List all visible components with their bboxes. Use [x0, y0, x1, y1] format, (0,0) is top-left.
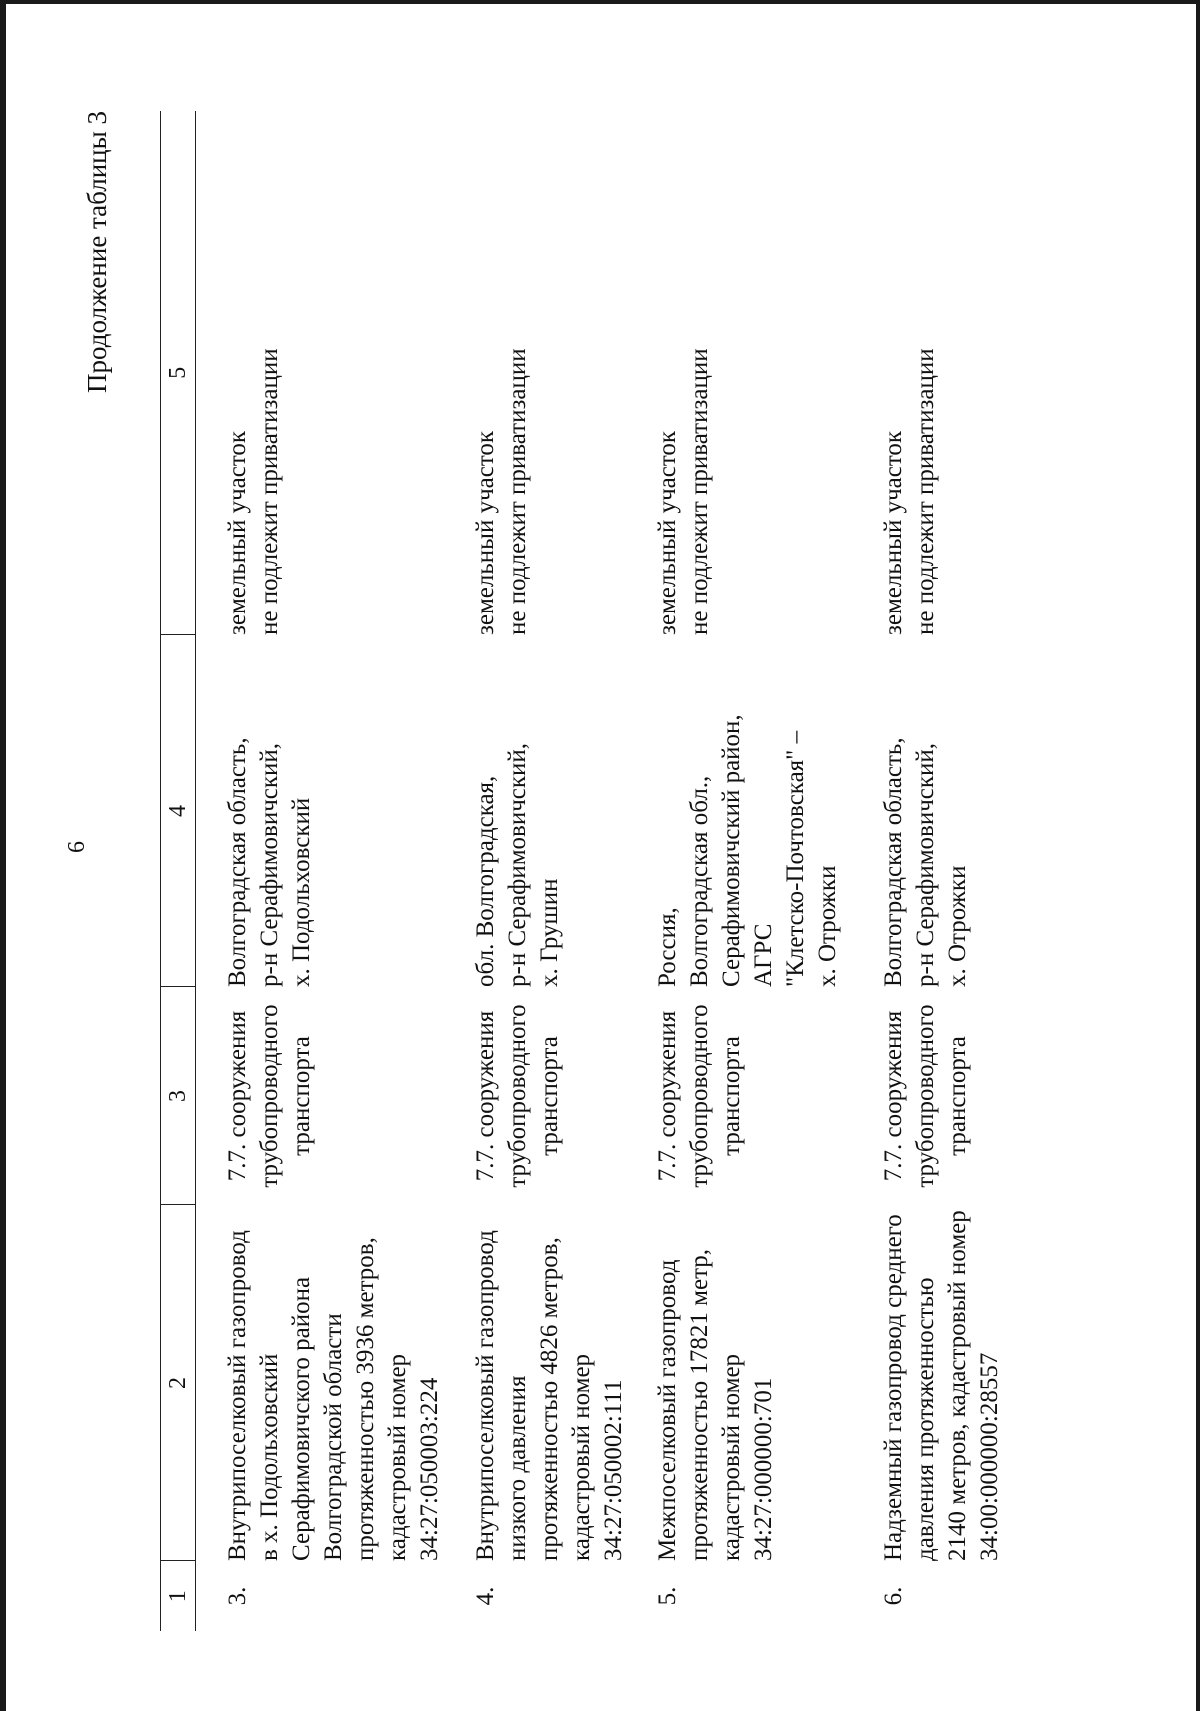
object-name	[632, 1205, 864, 1561]
column-header-3: 3	[161, 987, 196, 1205]
status-line: не подлежит приватизации	[504, 348, 531, 635]
object-name-line: протяженностью 17821 метр,	[686, 1248, 713, 1561]
table-row	[632, 111, 864, 1631]
status-line: не подлежит приватизации	[686, 348, 713, 635]
object-name	[196, 1205, 451, 1561]
object-name	[450, 1205, 632, 1561]
object-name-line: протяженностью 3936 метров,	[352, 1237, 379, 1561]
location-address	[196, 635, 451, 987]
object-name-line: Внутрипоселковый газопровод	[224, 1230, 251, 1561]
land-plots-table	[160, 111, 1006, 1631]
privatization-status	[450, 111, 632, 635]
address-line: р-н Серафимовичский,	[912, 742, 939, 987]
address-line: р-н Серафимовичский,	[256, 742, 283, 987]
object-name-line: 34:00:000000:28557	[976, 1352, 1003, 1561]
permitted-use-line: транспорта	[718, 1036, 745, 1156]
address-line: Серафимовичский район,	[718, 714, 745, 987]
permitted-use-line: трубопроводного	[256, 1004, 283, 1188]
status-line: не подлежит приватизации	[912, 348, 939, 635]
permitted-use-line: трубопроводного	[912, 1004, 939, 1188]
address-line: х. Грушин	[536, 878, 563, 987]
permitted-use-line: транспорта	[944, 1036, 971, 1156]
address-line: обл. Волгоградская,	[472, 775, 499, 987]
object-name	[864, 1205, 1006, 1561]
address-line: Волгоградская обл.,	[686, 775, 713, 987]
status-line: земельный участок	[880, 430, 907, 635]
object-name-line: протяженностью 4826 метров,	[536, 1237, 563, 1561]
permitted-use	[450, 987, 632, 1205]
address-line: Волгоградская область,	[880, 737, 907, 987]
object-name-line: низкого давления	[504, 1375, 531, 1561]
row-number: 6.	[880, 1586, 907, 1606]
permitted-use	[864, 987, 1006, 1205]
address-line: р-н Серафимовичский,	[504, 742, 531, 987]
row-number: 3.	[224, 1586, 251, 1606]
location-address	[632, 635, 864, 987]
column-number-row	[161, 111, 196, 1631]
permitted-use-line: 7.7. сооружения	[880, 1010, 907, 1182]
object-name-line: кадастровый номер	[718, 1353, 745, 1561]
status-line: земельный участок	[654, 430, 681, 635]
object-name-line: Серафимовичского района	[288, 1276, 315, 1561]
status-line: земельный участок	[472, 430, 499, 635]
permitted-use-line: трубопроводного	[504, 1004, 531, 1188]
table-row	[196, 111, 451, 1631]
permitted-use	[196, 987, 451, 1205]
column-header-4: 4	[161, 635, 196, 987]
object-name-line: Внутрипоселковый газопровод	[472, 1230, 499, 1561]
row-number: 4.	[472, 1586, 499, 1606]
table-row	[450, 111, 632, 1631]
permitted-use-line: 7.7. сооружения	[224, 1010, 251, 1182]
address-line: х. Отрожки	[814, 865, 841, 987]
object-name-line: Волгоградской области	[320, 1313, 347, 1561]
permitted-use	[632, 987, 864, 1205]
permitted-use-line: транспорта	[288, 1036, 315, 1156]
object-name-line: в х. Подольховский	[256, 1353, 283, 1561]
permitted-use-line: 7.7. сооружения	[654, 1010, 681, 1182]
object-name-line: кадастровый номер	[568, 1353, 595, 1561]
location-address	[864, 635, 1006, 987]
object-name-line: Межпоселковый газопровод	[654, 1259, 681, 1561]
address-line: х. Подольховский	[288, 797, 315, 987]
location-address	[450, 635, 632, 987]
privatization-status	[632, 111, 864, 635]
address-line: "Клетско-Почтовская" –	[782, 730, 809, 987]
address-line: АГРС	[750, 923, 777, 987]
column-header-2: 2	[161, 1205, 196, 1561]
object-name-line: 34:27:000000:701	[750, 1377, 777, 1561]
permitted-use-line: 7.7. сооружения	[472, 1010, 499, 1182]
page-number: 6	[64, 841, 90, 853]
column-header-1: 1	[161, 1561, 196, 1631]
address-line: Россия,	[654, 907, 681, 987]
privatization-status	[196, 111, 451, 635]
object-name-line: 2140 метров, кадастровый номер	[944, 1210, 971, 1561]
table-row	[864, 111, 1006, 1631]
address-line: х. Отрожки	[944, 865, 971, 987]
privatization-status	[864, 111, 1006, 635]
status-line: земельный участок	[224, 430, 251, 635]
object-name-line: кадастровый номер	[384, 1353, 411, 1561]
object-name-line: 34:27:050002:111	[600, 1379, 627, 1561]
row-number: 5.	[654, 1586, 681, 1606]
table-caption: Продолжение таблицы 3	[82, 111, 112, 393]
permitted-use-line: трубопроводного	[686, 1004, 713, 1188]
permitted-use-line: транспорта	[536, 1036, 563, 1156]
object-name-line: давления протяженностью	[912, 1277, 939, 1561]
address-line: Волгоградская область,	[224, 737, 251, 987]
status-line: не подлежит приватизации	[256, 348, 283, 635]
object-name-line: 34:27:050003:224	[416, 1377, 443, 1561]
object-name-line: Надземный газопровод среднего	[880, 1214, 907, 1561]
column-header-5: 5	[161, 111, 196, 635]
